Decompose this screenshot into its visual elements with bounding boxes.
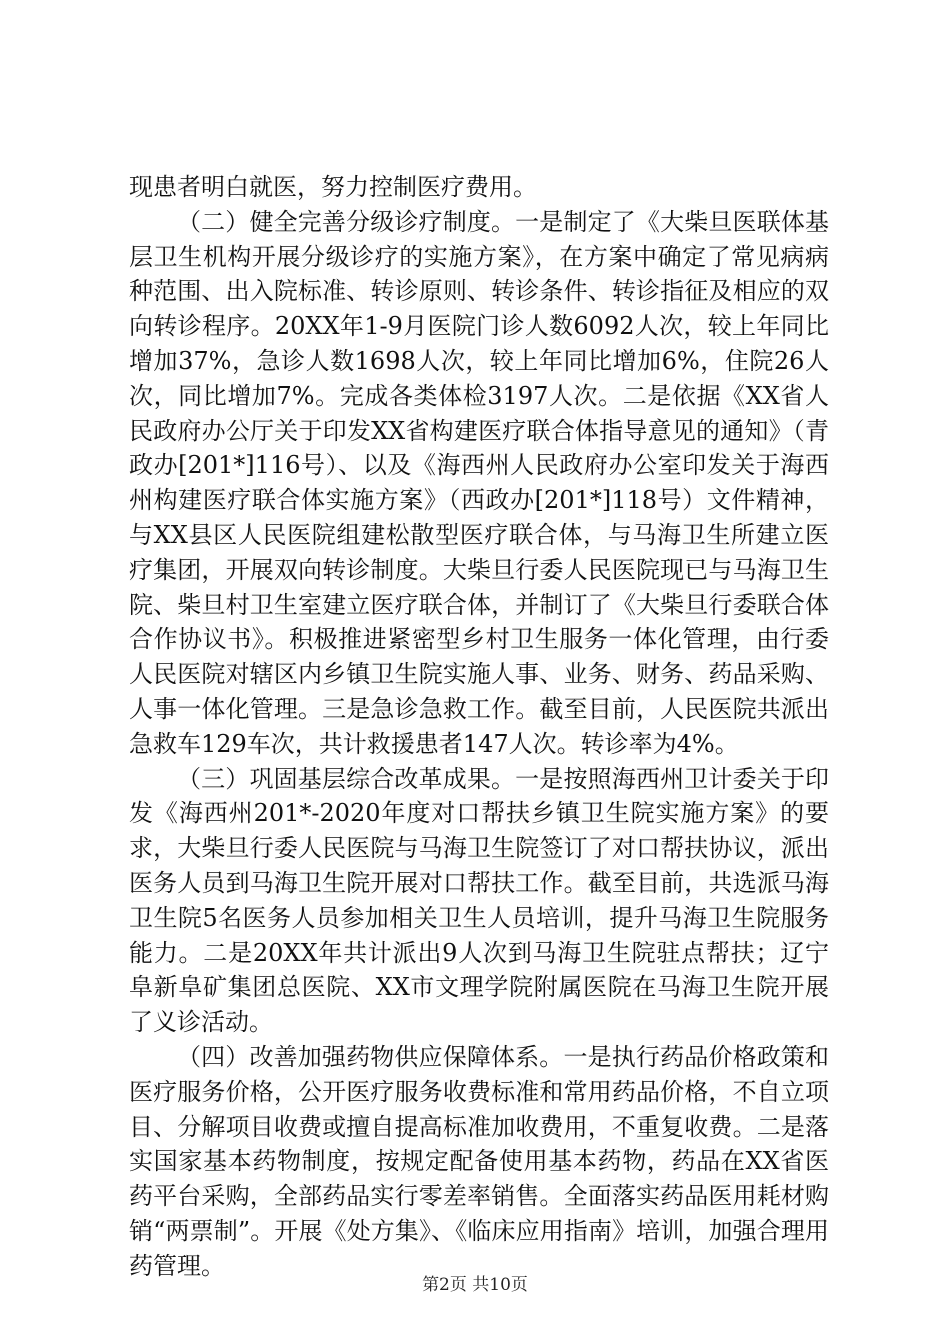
paragraph-continuation: 现患者明白就医，努力控制医疗费用。 bbox=[129, 173, 537, 201]
document-body bbox=[129, 170, 829, 1284]
paragraph-tiered-diagnosis: （二）健全完善分级诊疗制度。一是制定了《大柴旦医联体基层卫生机构开展分级诊疗的实施方案》，在方案中确定了常见病病种范围、出入院标准、转诊原则、转诊条件、转诊指征及相应的双向转诊程序。20XX年1-9月医院门诊人数6092人次，较上年同比增加37%，急诊人数1698人次，较上年同比增加6%，住院26人次，同比增加7%。完成各类体检3197人次。二是依据《XX省人民政府办公厅关于印发XX省构建医疗联合体指导意见的通知》（青政办[201*]116号）、以及《海西州人民政府办公室印发关于海西州构建医疗联合体实施方案》（西政办[201*]118号）文件精神，与XX县区人民医院组建松散型医疗联合体，与马海卫生所建立医疗集团，开展双向转诊制度。大柴旦行委人民医院现已与马海卫生院、柴旦村卫生室建立医疗联合体，并制订了《大柴旦行委联合体合作协议书》。积极推进紧密型乡村卫生服务一体化管理，由行委人民医院对辖区内乡镇卫生院实施人事、业务、财务、药品采购、人事一体化管理。三是急诊急救工作。截至目前，人民医院共派出急救车129车次，共计救援患者147人次。转诊率为4%。 bbox=[129, 207, 829, 758]
paragraph-drug-supply: （四）改善加强药物供应保障体系。一是执行药品价格政策和医疗服务价格，公开医疗服务收费标准和常用药品价格，不自立项目、分解项目收费或擅自提高标准加收费用，不重复收费。二是落实国家基本药物制度，按规定配备使用基本药物，药品在XX省医药平台采购，全部药品实行零差率销售。全面落实药品医用耗材购销“两票制”。开展《处方集》、《临床应用指南》培训，加强合理用药管理。 bbox=[129, 1042, 829, 1280]
page-number: 第2页 共10页 bbox=[422, 1275, 528, 1295]
paragraph-grassroots-reform: （三）巩固基层综合改革成果。一是按照海西州卫计委关于印发《海西州201*-2020年度对口帮扶乡镇卫生院实施方案》的要求，大柴旦行委人民医院与马海卫生院签订了对口帮扶协议，派出医务人员到马海卫生院开展对口帮扶工作。截至目前，共选派马海卫生院5名医务人员参加相关卫生人员培训，提升马海卫生院服务能力。二是20XX年共计派出9人次到马海卫生院驻点帮扶；辽宁阜新阜矿集团总医院、XX市文理学院附属医院在马海卫生院开展了义诊活动。 bbox=[129, 764, 829, 1037]
